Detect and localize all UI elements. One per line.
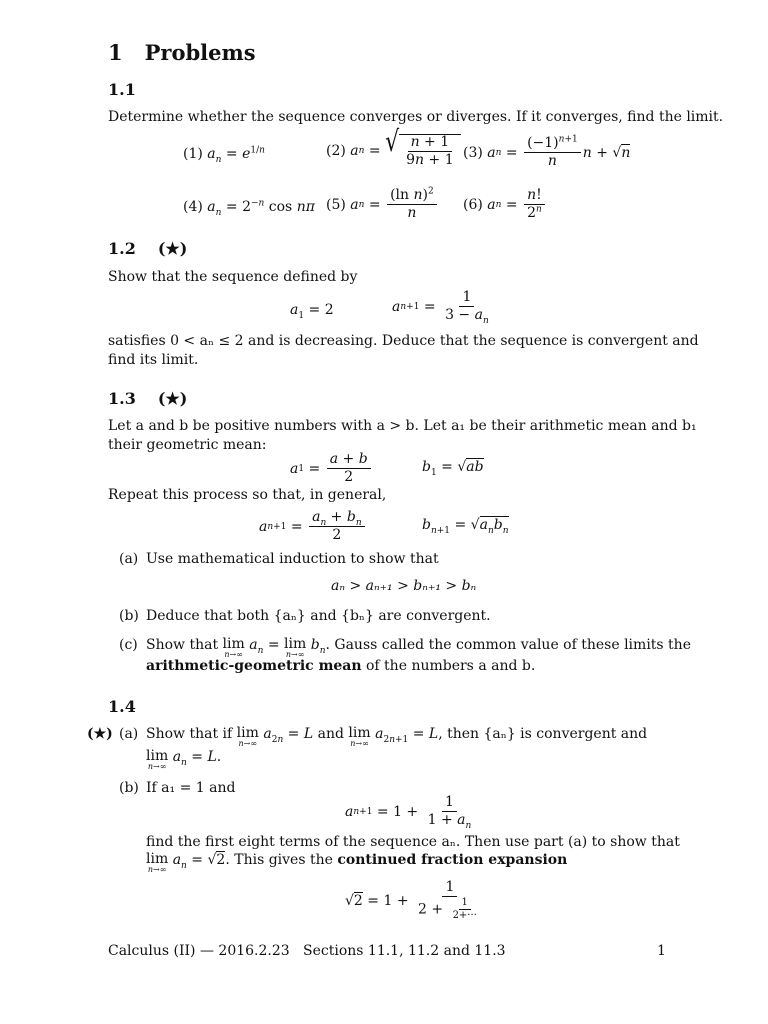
- part-a-label: (a): [119, 551, 139, 567]
- inequality: aₙ > aₙ₊₁ > bₙ₊₁ > bₙ: [331, 578, 477, 594]
- eq-recurrence: a n+1 = $\frac{1}{3 - a_n}$: [392, 289, 489, 326]
- problem-1-4-heading: 1.4: [108, 697, 136, 716]
- star-icon: (★): [157, 389, 188, 408]
- eq-arith-mean: a 1 = $\frac{a + b}{2}$: [290, 452, 373, 485]
- problem-1-2-intro: Show that the sequence defined by: [108, 269, 358, 285]
- eq-geo-mean: $b_1 = √ab$: [422, 459, 484, 478]
- problem-1-2-text2: find its limit.: [108, 352, 199, 368]
- part-1-4-b-line1: find the first eight terms of the sequence aₙ. Then use part (a) to show that: [146, 834, 680, 850]
- part-c-text2: arithmetic-geometric mean of the numbers a and b.: [146, 658, 536, 674]
- part-1-4-b-text: If a₁ = 1 and: [146, 780, 236, 796]
- problem-1-3-intro1: Let a and b be positive numbers with a > b. Let a₁ be their arithmetic mean and b₁: [108, 418, 697, 434]
- eq-b-next: $b_{n+1} = √a_nb_n$: [422, 517, 509, 536]
- item-5: (5) a n = $\frac{(\ln n)^2}{n}$: [326, 188, 439, 221]
- eq-a-next: a n+1 = $\frac{a_n + b_n}{2}$: [259, 510, 367, 543]
- eq-b-recurrence: a n+1 = 1 + $\frac{1}{1 + a_n}$: [345, 794, 472, 831]
- part-1-4-a-label: (a): [119, 726, 139, 742]
- item-2: (2) a n = √ $\frac{n + 1}{9n + 1}$: [326, 134, 461, 168]
- part-b-text: Deduce that both {aₙ} and {bₙ} are convergent.: [146, 608, 491, 624]
- eq-continued-fraction: √ 2 = 1 + 1 2 + $\frac{1}{2+\cdot\cdot\cdot}$: [345, 879, 477, 921]
- problem-1-2-heading: 1.2 (★): [108, 239, 188, 258]
- problem-1-1-text: Determine whether the sequence converges or diverges. If it converges, find the limit.: [108, 109, 724, 125]
- part-1-4-b-line2: lim n→∞ $a_n = √2$. This gives the continued fraction expansion: [146, 851, 568, 874]
- part-a-text: Use mathematical induction to show that: [146, 551, 439, 567]
- star-icon: (★): [87, 726, 113, 742]
- eq-a1: $a_1 = 2$: [290, 302, 334, 321]
- section-title: 1 Problems: [108, 40, 256, 65]
- part-b-label: (b): [119, 608, 139, 624]
- problem-1-3-intro2: their geometric mean:: [108, 437, 267, 453]
- problem-1-3-repeat: Repeat this process so that, in general,: [108, 487, 387, 503]
- item-6: (6) a n = $\frac{n!}{2^n}$: [463, 188, 547, 221]
- star-icon: (★): [157, 239, 188, 258]
- part-c-text: Show that lim n→∞ $a_n$ = lim n→∞ $b_n$. Gauss called the common value of these limits the: [146, 636, 691, 659]
- page-number: 1: [657, 943, 666, 959]
- part-c-label: (c): [119, 637, 138, 653]
- item-4: (4) $a_n = 2^{-n}$ cos nπ: [183, 198, 315, 218]
- problem-1-1-heading: 1.1: [108, 80, 136, 99]
- footer-left: Calculus (II) — 2016.2.23 Sections 11.1, 11.2 and 11.3: [108, 943, 506, 959]
- item-3: (3) a n = $\frac{(-1)^{n+1}}{n}$ n + √n: [463, 134, 631, 169]
- problem-1-2-text1: satisfies 0 < aₙ ≤ 2 and is decreasing. Deduce that the sequence is convergent and: [108, 333, 699, 349]
- part-1-4-b-label: (b): [119, 780, 139, 796]
- part-1-4-a-text: Show that if lim n→∞ $a_{2n} = L$ and lim n→∞ $a_{2n+1} = L$, then {aₙ} is convergent and: [146, 725, 648, 748]
- part-1-4-a-limit: lim n→∞ $a_n = L$.: [146, 748, 222, 771]
- item-1: (1) $a_n = e^{1/n}$: [183, 145, 265, 165]
- problem-1-3-heading: 1.3 (★): [108, 389, 188, 408]
